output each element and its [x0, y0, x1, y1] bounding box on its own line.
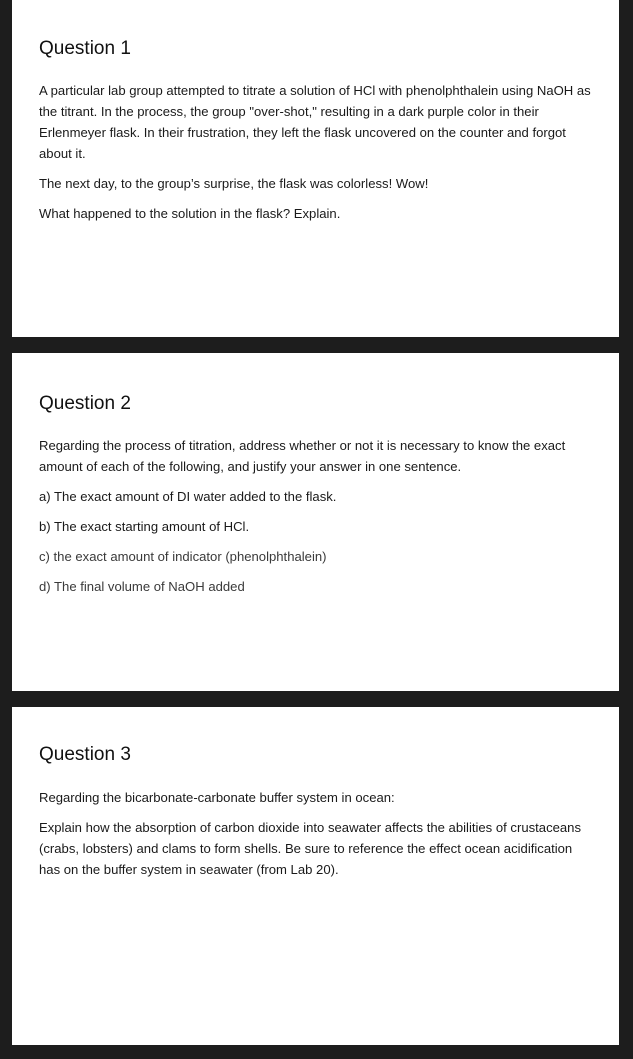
- question-3-prompt: Explain how the absorption of carbon dioxide into seawater affects the abilities of crustaceans (crabs, lobsters) and clams to form shells. Be sure to reference the effect ocean acidification has on the buffer system in seawater (from Lab 20).: [39, 820, 582, 877]
- question-1-title: Question 1: [39, 38, 131, 59]
- question-card-1: [12, 0, 619, 337]
- question-card-3: [12, 707, 619, 1045]
- question-2-item-d: d) The final volume of NaOH added: [39, 579, 245, 594]
- question-1-prompt: What happened to the solution in the flask? Explain.: [39, 206, 341, 221]
- question-2-paragraph: Regarding the process of titration, address whether or not it is necessary to know the exact amount of each of the following, and justify your answer in one sentence.: [39, 438, 566, 474]
- question-1-paragraph: The next day, to the group’s surprise, the flask was colorless! Wow!: [39, 176, 429, 191]
- question-card-2: [12, 353, 619, 691]
- question-1-body: [39, 80, 593, 224]
- question-2-item-b: b) The exact starting amount of HCl.: [39, 519, 250, 534]
- question-2-body: [39, 435, 593, 597]
- question-3-title: Question 3: [39, 744, 131, 765]
- question-1-paragraph: A particular lab group attempted to titrate a solution of HCl with phenolphthalein using NaOH as the titrant. In the process, the group "over-shot," resulting in a dark purple color in their Erlenmeyer flask. In their frustration, they left the flask uncovered on the counter and forgot about it.: [39, 83, 591, 161]
- question-2-title: Question 2: [39, 393, 131, 414]
- question-3-paragraph: Regarding the bicarbonate-carbonate buffer system in ocean:: [39, 790, 395, 805]
- question-2-item-a: a) The exact amount of DI water added to the flask.: [39, 489, 337, 504]
- question-3-body: [39, 787, 593, 880]
- question-2-item-c: c) the exact amount of indicator (phenolphthalein): [39, 549, 327, 564]
